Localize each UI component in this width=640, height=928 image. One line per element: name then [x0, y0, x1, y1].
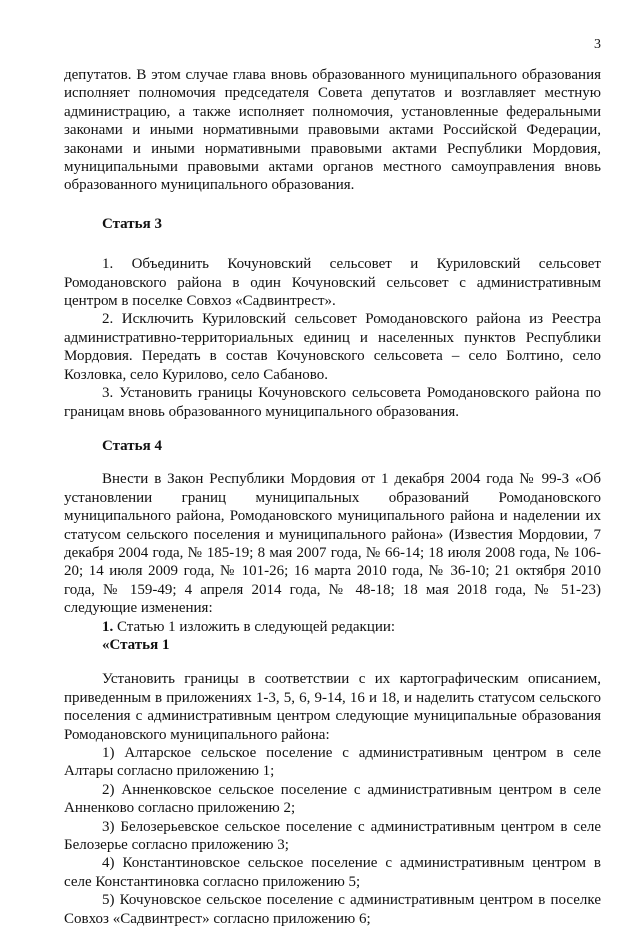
- article-3-heading: Статья 3: [102, 215, 162, 232]
- article-4-heading: Статья 4: [102, 437, 162, 454]
- quoted-article-1-heading: «Статья 1: [102, 636, 170, 653]
- quoted-list-item-1: 1) Алтарское сельское поселение с административным центром в селе Алтары согласно приложению 1;: [64, 745, 601, 780]
- quoted-article-intro: Установить границы в соответствии с их картографическим описанием, приведенным в приложениях 1-3, 5, 6, 9-14, 16 и 18, и наделить статусом сельского поселения с административным центром следующие муниципальные образования Ромодановского муниципального района:: [64, 671, 601, 743]
- article-4-item-1: [64, 618, 601, 636]
- article-4-intro: Внести в Закон Республики Мордовия от 1 декабря 2004 года № 99-З «Об установлении границ муниципальных образований Ромодановского муниципального района, Ромодановского муниципального района и наделении их статусом сельского поселения и муниципального района» (Известия Мордовии, 7 декабря 2004 года, № 185-19; 8 мая 2007 года, № 66-14; 18 июля 2008 года, № 106-20; 14 июля 2009 года, № 101-26; 16 марта 2010 года, № 36-10; 21 октября 2010 года, № 159-49; 4 апреля 2014 года, № 48-18; 18 мая 2018 года, № 51-23) следующие изменения:: [64, 471, 601, 617]
- quoted-list-item-2: 2) Анненковское сельское поселение с административным центром в селе Анненково согласно приложению 2;: [64, 781, 601, 817]
- quoted-list-item-5: 5) Кочуновское сельское поселение с административным центром в поселке Совхоз «Садвинтрест» согласно приложению 6;: [64, 892, 601, 927]
- document-body: [64, 66, 601, 928]
- quoted-list-item-4: 4) Константиновское сельское поселение с административным центром в селе Константиновка согласно приложению 5;: [64, 855, 601, 890]
- quoted-list-item-3: 3) Белозерьевское сельское поселение с административным центром в селе Белозерье согласно приложению 3;: [64, 818, 601, 854]
- article-4-item-1-text: Статью 1 изложить в следующей редакции:: [117, 618, 396, 635]
- article-3-item-1: 1. Объединить Кочуновский сельсовет и Куриловский сельсовет Ромодановского района в один Кочуновский сельсовет с административным центром в поселке Совхоз «Садвинтрест».: [64, 256, 601, 310]
- paragraph-continuation: депутатов. В этом случае глава вновь образованного муниципального образования исполняет полномочия председателя Совета депутатов и возглавляет местную администрацию, а также исполняет полномочия, установленные федеральными законами и иными нормативными правовыми актами Российской Федерации, законами и иными нормативными правовыми актами Республики Мордовия, муниципальными правовыми актами органов местного самоуправления вновь образованного муниципального образования.: [64, 67, 601, 194]
- article-3-item-2: 2. Исключить Куриловский сельсовет Ромодановского района из Реестра административно-территориальных единиц и населенных пунктов Республики Мордовия. Передать в состав Кочуновского сельсовета – село Болтино, село Козловка, село Курилово, село Сабаново.: [64, 311, 601, 383]
- item-number: 1.: [102, 618, 114, 635]
- page-number: 3: [594, 37, 601, 52]
- article-3-item-3: 3. Установить границы Кочуновского сельсовета Ромодановского района по границам вновь образованного муниципального образования.: [64, 385, 601, 420]
